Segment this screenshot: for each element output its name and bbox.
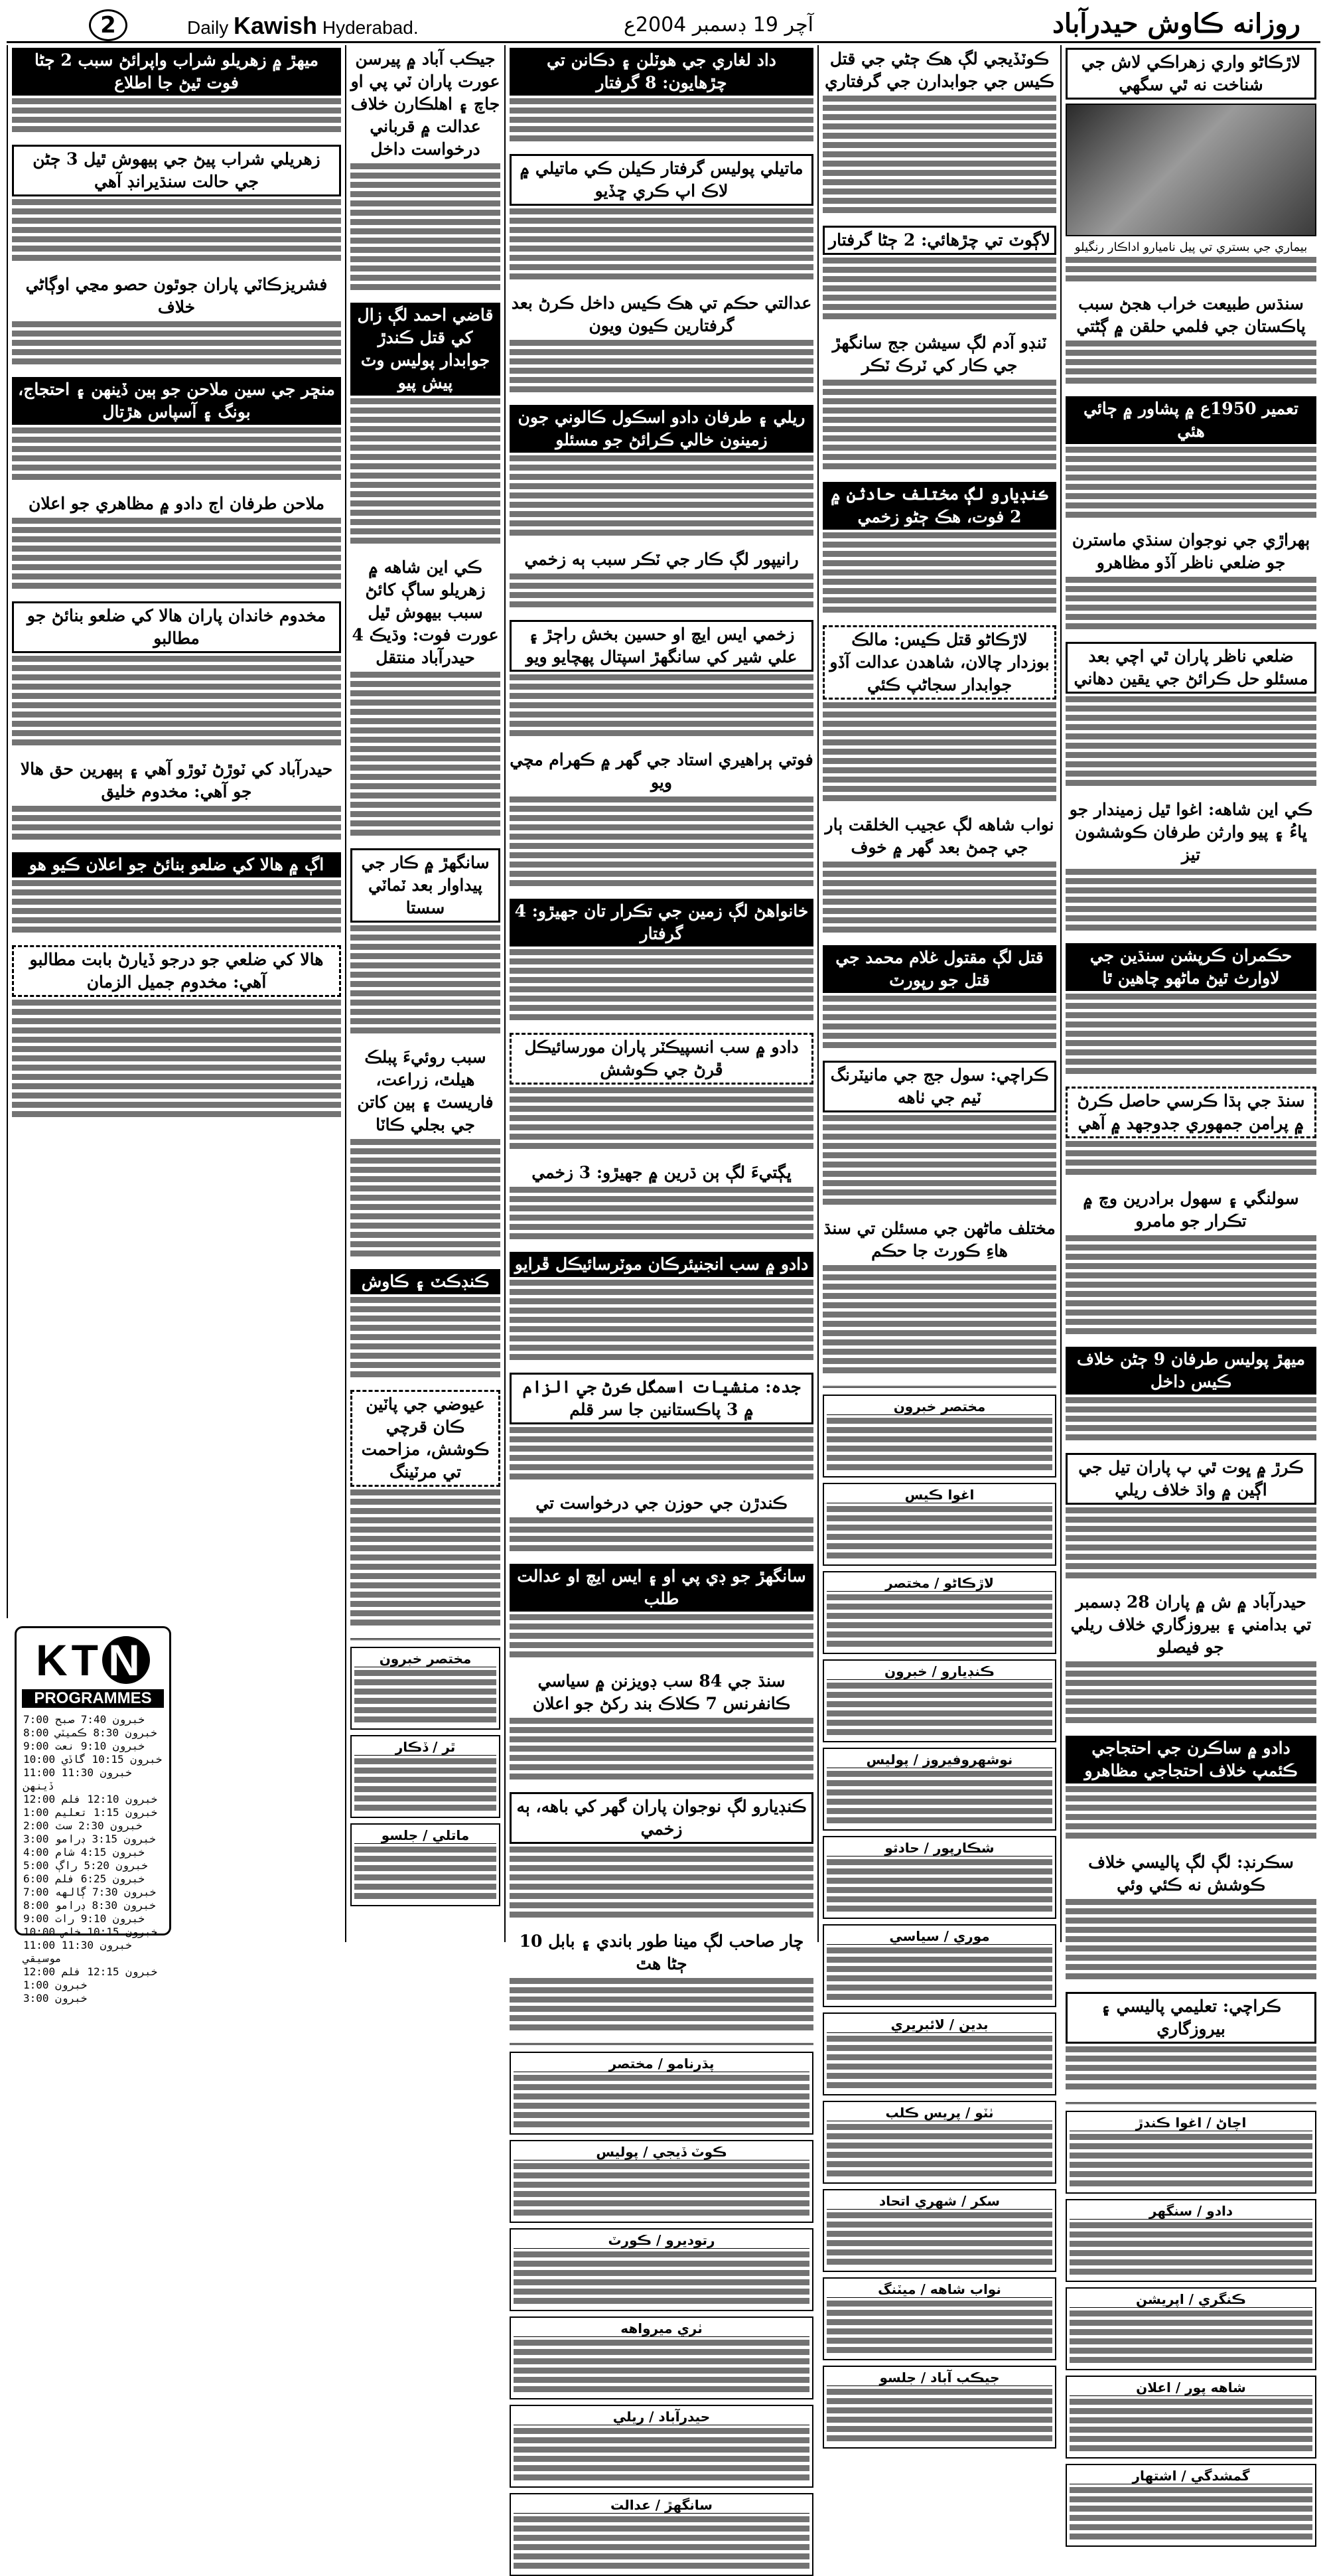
news-story [823, 1061, 1056, 1208]
news-story [350, 1046, 500, 1260]
article-body [510, 1087, 813, 1152]
issue-date: آچر 19 ڊسمبر 2004ع [624, 13, 813, 37]
news-story [12, 852, 341, 936]
brief-body [827, 2301, 1052, 2356]
headline: مختلف ماڻهن جي مسئلن تي سنڌ هاءِ ڪورٽ جا حڪم [823, 1219, 1056, 1260]
headline: ڪنڊڪٽ ۽ ڪاوش [350, 1269, 500, 1294]
article-body [1066, 257, 1316, 283]
brief-title: لاڙڪاڻو / مختصر [827, 1575, 1052, 1592]
news-story [823, 332, 1056, 473]
news-story [823, 814, 1056, 936]
brief-body [827, 2124, 1052, 2180]
news-story [823, 945, 1056, 1051]
ktn-logo-n: N [102, 1636, 150, 1684]
brief-body [827, 1594, 1052, 1650]
headline: چار صاحب لڳ مينا طور باندي ۽ بابل 10 ڄڻا هٿ [519, 1932, 804, 1973]
article-body [1066, 696, 1316, 789]
news-story [510, 1033, 813, 1152]
headline: هالا کي ضلعي جو درجو ڏيارڻ بابت مطالبو آهي: مخدوم جميل الزمان [12, 945, 341, 997]
programme-entry: 12:00 خبرون 12:15 فلم [23, 1965, 158, 1978]
headline: فوتي ٻراهيري استاد جي گهر ۾ ڪهرام مچي ويو [510, 750, 813, 792]
brief-body [514, 2163, 809, 2219]
brief-title: جيڪب آباد / جلسو [827, 2370, 1052, 2386]
section-divider [350, 1638, 500, 1640]
news-story [823, 625, 1056, 804]
brief-news-box [510, 2405, 813, 2488]
news-story [12, 601, 341, 749]
headline: جده: منشيات اسمگل ڪرڻ جي الزام ۾ 3 پاڪستانين جا سر قلم [510, 1373, 813, 1424]
headline: ڪي اين شاهه: اغوا ٿيل زميندار جو ڀاءُ ۽ پيو وارثن طرفان ڪوششون تيز [1069, 800, 1313, 864]
news-story [510, 749, 813, 889]
news-story [12, 273, 341, 368]
news-story [510, 548, 813, 611]
brief-body [827, 1683, 1052, 1738]
headline: تعمير 1950ع ۾ پشاور ۾ ڄائي هئي [1066, 396, 1316, 444]
headline: دادو ۾ سب انجنيئرڪان موٽرسائيڪل ڦرايو [510, 1252, 813, 1277]
news-story [510, 1252, 813, 1363]
article-body [823, 380, 1056, 473]
article-body [1066, 1235, 1316, 1337]
brief-title: ڪنگري / اپريشن [1070, 2291, 1312, 2308]
news-story [350, 1390, 500, 1629]
news-story [1066, 798, 1316, 934]
brief-body [354, 1670, 496, 1726]
newspaper-page [7, 7, 1320, 2513]
headline: مخدوم خاندان پاران هالا کي ضلعو بنائڻ جو مطالبو [12, 601, 341, 653]
column-4 [345, 45, 504, 1942]
article-body [510, 1978, 813, 2034]
news-story [823, 226, 1056, 323]
news-story [510, 899, 813, 1023]
headline: ميهڙ پوليس طرفان 9 ڄڻن خلاف ڪيس داخل [1066, 1347, 1316, 1395]
article-body [510, 98, 813, 145]
brief-title: ٺري ميرواهه [514, 2320, 809, 2337]
headline: ملاحن طرفان اڄ دادو ۾ مظاهري جو اعلان [29, 494, 324, 513]
article-body [1066, 1397, 1316, 1444]
headline: ڪرڙ ۾ ڀوت ٿي پ پاران تيل جي اڳين ۾ واڌ خلاف ريلي [1066, 1453, 1316, 1505]
brief-news-box [350, 1735, 500, 1818]
headline: ڪوٽڏيجي لڳ هڪ ڄڻي جي قتل ڪيس جي جوابدارن جي گرفتاري [825, 49, 1054, 91]
brief-news-box [823, 1483, 1056, 1566]
article-body [823, 96, 1056, 216]
news-story [510, 292, 813, 396]
article-body [1066, 1507, 1316, 1582]
brief-body [1070, 2311, 1312, 2366]
article-body [12, 427, 341, 483]
brief-body [514, 2340, 809, 2395]
brief-news-box [823, 2277, 1056, 2360]
brief-body [827, 2389, 1052, 2445]
headline: ريلي ۽ طرفان دادو اسڪول ڪالوني جون زمينون خالي ڪرائڻ جو مسئلو [510, 405, 813, 453]
article-body [350, 1139, 500, 1260]
article-body [510, 455, 813, 539]
brief-body [514, 2251, 809, 2307]
brief-news-box [510, 2228, 813, 2311]
brief-body [1070, 2222, 1312, 2278]
programme-entry: 10:00 خبرون 10:15 گاڏي [23, 1753, 163, 1766]
headline: ڪنڊيارو لڳ نوجوان پاران گهر کي باهه، ٻه زخمي [510, 1792, 813, 1844]
news-story [823, 1217, 1056, 1377]
news-story [1066, 396, 1316, 520]
headline: ڀڳتيءَ لڳ ٻن ڌرين ۾ جهيڙو: 3 زخمي [531, 1163, 792, 1182]
headline: سولنگي ۽ سهول برادرين وچ ۾ تڪرار جو مامرو [1083, 1189, 1299, 1231]
article-body [510, 1847, 813, 1921]
article-body [1066, 1141, 1316, 1178]
brief-title: دادو / سنگهر [1070, 2203, 1312, 2220]
page-number: 2 [89, 9, 127, 41]
brief-news-box [823, 1748, 1056, 1831]
article-body [350, 1297, 500, 1381]
news-story [510, 1792, 813, 1921]
programme-entry: 1:00 خبرون 1:15 تعليم [23, 1806, 158, 1819]
article-body [823, 1265, 1056, 1377]
brief-news-box [823, 1836, 1056, 1919]
article-body [510, 1280, 813, 1363]
news-story [1066, 529, 1316, 633]
news-story [510, 1162, 813, 1243]
programme-entry: 3:00 خبرون [23, 1992, 88, 2005]
masthead [7, 7, 1320, 43]
article-body [823, 258, 1056, 323]
brief-title: پڌرنامو / مختصر [514, 2056, 809, 2072]
headline: ضلعي ناظر پاران ٿي اچي بعد مسئلو حل ڪرائڻ جي يقين دهاني [1066, 642, 1316, 694]
article-body [510, 1614, 813, 1661]
news-story [510, 1492, 813, 1554]
headline: حيدرآباد کي ٽوڙڻ ٽوڙو آهي ۽ ٻيهرين حق هالا جو آهي: مخدوم خليق [20, 759, 333, 801]
news-story [823, 482, 1056, 616]
programme-entry: 11:00 خبرون 11:30 موسيقي [23, 1939, 132, 1965]
brief-news-box [510, 2140, 813, 2223]
brief-news-box [823, 2189, 1056, 2272]
news-story [510, 1930, 813, 2034]
column-5 [7, 45, 345, 1618]
programme-entry: 4:00 خبرون 4:15 شام [23, 1846, 145, 1858]
column-1 [1060, 45, 1320, 2484]
programme-entry: 9:00 خبرون 9:10 نعت [23, 1740, 145, 1752]
headline: سانگهڙ جو ڊي پي او ۽ ايس ايچ او عدالت طلب [510, 1564, 813, 1612]
news-story [510, 1670, 813, 1783]
headline: رانيپور لڳ ڪار جي ٽڪر سبب ٻه زخمي [524, 550, 799, 569]
brief-title: مختصر خبرون [354, 1651, 496, 1667]
news-story [510, 1373, 813, 1483]
programme-entry: 2:00 خبرون 2:30 سٽ [23, 1819, 143, 1832]
headline: عيوضي جي پاٽين ڪان قرچي ڪوشش، مزاحمت تي مرٽينگ [350, 1390, 500, 1487]
article-body [12, 806, 341, 843]
article-body [510, 949, 813, 1023]
article-body [1066, 869, 1316, 934]
headline: ڪندڙن جي حوزن جي درخواست تي [535, 1493, 788, 1513]
column-3 [504, 45, 817, 2513]
programme-entry: 7:00 خبرون 7:30 ڳالهه [23, 1886, 157, 1898]
brief-news-box [823, 1924, 1056, 2007]
brief-title: رتوديرو / ڪورٽ [514, 2232, 809, 2249]
brief-title: سکر / شهري اتحاد [827, 2193, 1052, 2210]
ktn-logo-t: T [71, 1635, 102, 1685]
brief-news-box [350, 1823, 500, 1906]
nameplate-prefix: Daily [187, 17, 229, 38]
article-body [510, 674, 813, 739]
section-divider [823, 1386, 1056, 1388]
article-body [1066, 1786, 1316, 1842]
brief-title: مختصر خبرون [827, 1399, 1052, 1415]
article-body [510, 340, 813, 396]
programme-entry: 6:00 خبرون 6:25 فلم [23, 1872, 145, 1885]
news-story [12, 145, 341, 264]
news-story [12, 945, 341, 1120]
headline: دادو ۾ سب انسپيڪٽر پاران مورسائيڪل ڦرڻ جي ڪوشش [510, 1033, 813, 1085]
article-body [350, 163, 500, 293]
brief-title: سانگهڙ / عدالت [514, 2497, 809, 2514]
brief-news-box [1066, 2376, 1316, 2459]
article-body [1066, 994, 1316, 1077]
brief-title: ٺٽو / پريس ڪلب [827, 2105, 1052, 2121]
brief-title: اچاڻ / اغوا ڪندڙ [1070, 2115, 1312, 2131]
headline: خانواهڻ لڳ زمين جي تڪرار تان جهيڙو: 4 گرفتار [510, 899, 813, 947]
article-body [350, 925, 500, 1037]
brief-body [827, 1771, 1052, 1827]
brief-title: ٿر / ڏڪار [354, 1739, 496, 1756]
article-body [510, 1427, 813, 1483]
headline: سانگهڙ ۾ ڪار جي پيداوار بعد ٽماٽي سستا [350, 848, 500, 923]
brief-news-box [510, 2493, 813, 2576]
brief-title: شڪارپور / حادثو [827, 1840, 1052, 1856]
brief-body [354, 1758, 496, 1814]
headline: ٻهراڙي جي نوجوان سنڌي ماسترن جو ضلعي ناظر آڏو مظاهرو [1072, 530, 1310, 572]
headline: منڇر جي سين ملاحن جو ٻين ڏينهن ۽ احتجاج، بونگ ۽ آسپاس هڙتال [12, 377, 341, 425]
headline: سنڌ جي ٻڌا ڪرسي حاصل ڪرڻ ۾ پرامن جمهوري جدوجهد ۾ آهي [1066, 1087, 1316, 1138]
headline: ڪراچي: سول جج جي مانيٽرنگ ٽيم جي ٺاهه [823, 1061, 1056, 1112]
brief-title: ڪوٽ ڏيجي / پوليس [514, 2144, 809, 2160]
ktn-programmes-box [15, 1626, 171, 2005]
article-body [823, 996, 1056, 1051]
headline: داد لغاري جي هوٽلن ۽ دڪانن تي چڙهايون: 8 گرفتار [510, 48, 813, 96]
headline: دادو ۾ ساڪرن جي احتجاجي ڪئمپ خلاف احتجاجي مظاهرو [1066, 1736, 1316, 1783]
headline: لاڙڪاڻو قتل ڪيس: مالڪ بوزدار چالان، شاهدن عدالت آڏو جوابدار سجاڻپ ڪئي [823, 625, 1056, 700]
article-body [12, 98, 341, 135]
nameplate-city: Hyderabad. [322, 17, 419, 38]
news-story [1066, 1347, 1316, 1444]
news-story [1066, 1453, 1316, 1582]
headline: اڳ ۾ هالا کي ضلعو بنائڻ جو اعلان ڪيو هو [12, 852, 341, 877]
brief-body [514, 2428, 809, 2484]
article-body [12, 199, 341, 264]
brief-body [1070, 2134, 1312, 2190]
news-story [510, 620, 813, 739]
brief-news-box [823, 2101, 1056, 2184]
headline: حڪمران ڪرپشن سنڌين جي لاوارث ٿيڻ ماڻهو چاهين ٿا [1066, 943, 1316, 991]
article-body [823, 1115, 1056, 1208]
headline: زهريلي شراب پيڻ جي ٻيهوش ٿيل 3 ڄڻن جي حالت سنڌيرانڊ آهي [12, 145, 341, 196]
news-story [510, 1564, 813, 1661]
brief-body [827, 1506, 1052, 1562]
brief-body [827, 1859, 1052, 1915]
brief-title: نواب شاهه / ميٽنگ [827, 2281, 1052, 2298]
ktn-logo [17, 1635, 169, 1685]
brief-news-box [510, 2316, 813, 2399]
headline: لاڳوٽ تي چڙهائي: 2 ڄڻا گرفتار [823, 226, 1056, 255]
brief-title: موري / سياسي [827, 1928, 1052, 1945]
brief-news-box [1066, 2111, 1316, 2194]
news-story [350, 48, 500, 293]
headline: لاڙڪاڻو واري زهراڪي لاش جي شناخت نه ٿي سگهي [1066, 48, 1316, 100]
brief-body [827, 1947, 1052, 2003]
news-story [350, 303, 500, 547]
article-body [510, 1187, 813, 1243]
article-body [12, 880, 341, 936]
urdu-nameplate: روزانه ڪاوش حيدرآباد [1052, 8, 1300, 39]
headline: نواب شاهه لڳ عجيب الخلقت ٻار جي ڄمڻ بعد گهر ۾ خوف [825, 815, 1054, 857]
article-body [510, 796, 813, 889]
brief-body [514, 2516, 809, 2572]
news-story [12, 492, 341, 592]
section-divider [1066, 2102, 1316, 2104]
news-story [350, 848, 500, 1037]
article-body [1066, 577, 1316, 633]
brief-news-box [1066, 2199, 1316, 2282]
brief-news-box [1066, 2287, 1316, 2370]
brief-news-box [823, 1571, 1056, 1654]
news-photo [1066, 104, 1316, 236]
headline: سڪرنڊ: لڳ لڳ پاليسي خلاف ڪوشش نه ڪئي وئي [1088, 1853, 1294, 1894]
headline: ڪنڊيارو لڳ مختلف حادثن ۾ 2 فوت، هڪ ڄڻو زخمي [823, 482, 1056, 530]
news-story [823, 48, 1056, 216]
programme-entry: 3:00 خبرون 3:15 ڊرامو [23, 1833, 156, 1845]
article-body [510, 1517, 813, 1554]
article-body [823, 532, 1056, 616]
brief-news-box [350, 1647, 500, 1730]
news-story [1066, 1992, 1316, 2093]
article-body [1066, 341, 1316, 387]
news-story [1066, 1851, 1316, 1983]
article-body [510, 1718, 813, 1783]
headline: ماتيلي پوليس گرفتار ڪيلن ڪي ماتيلي ۾ لاڪ اپ ڪري ڇڏيو [510, 154, 813, 206]
headline: زخمي ايس ايچ او حسين بخش راڄڙ ۽ علي شير کي سانگهڙ اسپتال پهچايو ويو [510, 620, 813, 672]
ktn-schedule [17, 1712, 169, 2007]
english-nameplate [187, 12, 419, 40]
brief-title: بدين / لائبريري [827, 2016, 1052, 2033]
brief-news-box [510, 2052, 813, 2135]
headline: عدالتي حڪم تي هڪ ڪيس داخل ڪرڻ بعد گرفتارين ڪيون ويون [511, 293, 812, 335]
news-story [1066, 1591, 1316, 1726]
programme-entry: 1:00 خبرون [23, 1979, 88, 1991]
brief-body [514, 2075, 809, 2131]
programme-entry: 10:00 خبرون 10:15 خاص [23, 1926, 158, 1938]
headline: سبب روئيءَ پبلڪ هيلٿ، زراعت، فاريسٽ ۽ ٻين کاتن جي بجلي ڪاٽا [357, 1047, 494, 1134]
ktn-programmes-label: PROGRAMMES [22, 1689, 164, 1708]
programme-entry: 8:00 خبرون 8:30 ڪميٽي [23, 1726, 157, 1739]
article-body [1066, 2046, 1316, 2093]
headline: ٽنڊو آدم لڳ سيشن جج سانگهڙ جي ڪار کي ٽرڪ ٽڪر [832, 333, 1047, 375]
headline: ڪراچي: تعليمي پاليسي ۽ بيروزگاري [1066, 1992, 1316, 2044]
article-body [350, 1489, 500, 1629]
news-story [1066, 293, 1316, 387]
programme-entry: 7:00 خبرون 7:40 صبح [23, 1713, 145, 1726]
programme-entry: 11:00 خبرون 11:30 ڏينهن [23, 1766, 132, 1792]
brief-title: ڪنڊيارو / خبرون [827, 1663, 1052, 1680]
brief-body [354, 1847, 496, 1902]
news-story [1066, 1087, 1316, 1178]
news-story [1066, 48, 1316, 283]
article-body [1066, 1899, 1316, 1983]
brief-news-box [823, 1395, 1056, 1477]
news-story [510, 405, 813, 539]
brief-title: شاهه پور / اعلان [1070, 2380, 1312, 2396]
brief-title: گمشدگي / اشتهار [1070, 2468, 1312, 2484]
news-story [12, 48, 341, 135]
article-body [12, 518, 341, 592]
news-story [350, 1269, 500, 1381]
section-divider [510, 2043, 813, 2045]
brief-news-box [1066, 2464, 1316, 2547]
article-body [510, 208, 813, 283]
headline: جيڪب آباد ۾ پيرسن عورت پاران ٽي پي او جاچ ۽ اهلڪارن خلاف عدالت ۾ قرباني درخواست داخل [350, 49, 500, 159]
news-story [1066, 943, 1316, 1077]
column-2 [817, 45, 1060, 2386]
news-story [350, 556, 500, 839]
brief-news-box [823, 1659, 1056, 1742]
brief-body [827, 2212, 1052, 2268]
article-body [12, 656, 341, 749]
article-body [1066, 1661, 1316, 1726]
headline: قاضي احمد لڳ زال کي قتل ڪندڙ جوابدار پوليس وٽ پيش پيو [350, 303, 500, 396]
programme-entry: 9:00 خبرون 9:10 رات [23, 1912, 145, 1925]
headline: سنڌس طبيعت خراب هجڻ سبب پاڪستان جي فلمي حلقن ۾ ڳڻتي [1076, 294, 1306, 336]
news-story [12, 377, 341, 483]
article-body [12, 1000, 341, 1120]
brief-title: حيدرآباد / ريلي [514, 2409, 809, 2425]
article-body [350, 398, 500, 547]
article-body [350, 672, 500, 839]
article-body [823, 702, 1056, 804]
brief-news-box [823, 2366, 1056, 2449]
headline: ميهڙ ۾ زهريلو شراب واپرائڻ سبب 2 ڄڻا فوت ٿيڻ جا اطلاع [12, 48, 341, 96]
news-story [510, 48, 813, 145]
news-story [1066, 642, 1316, 789]
headline: قتل لڳ مقتول غلام محمد جي قتل جو رپورٽ [823, 945, 1056, 993]
article-body [510, 573, 813, 611]
news-story [12, 758, 341, 843]
brief-body [827, 1418, 1052, 1474]
nameplate-name: Kawish [234, 12, 318, 39]
headline: ڪي اين شاهه ۾ زهريلو ساڳ کائڻ سبب بيهوش ٿيل عورت فوت: وڌيڪ 4 حيدرآباد منتقل [352, 558, 499, 667]
programme-entry: 5:00 خبرون 5:20 راڳ [23, 1859, 148, 1872]
article-body [1066, 447, 1316, 520]
brief-title: ماتلي / جلسو [354, 1827, 496, 1844]
ktn-logo-k: K [36, 1635, 72, 1685]
news-story [1066, 1187, 1316, 1337]
programme-entry: 8:00 خبرون 8:30 ڊرامو [23, 1899, 156, 1912]
brief-news-box [823, 2012, 1056, 2095]
brief-title: اغوا ڪيس [827, 1487, 1052, 1503]
news-story [510, 154, 813, 283]
brief-title: نوشهروفيروز / پوليس [827, 1752, 1052, 1768]
programme-entry: 12:00 خبرون 12:10 فلم [23, 1793, 158, 1805]
headline: حيدرآباد ۾ ش ۾ پاران 28 ڊسمبر تي بدامني ۽ بيروزگاري خلاف ريلي جو فيصلو [1070, 1592, 1312, 1657]
photo-caption: بيماري جي بستري تي پيل ناميارو اداڪار رنگيلو [1074, 240, 1308, 254]
brief-body [1070, 2399, 1312, 2455]
headline: سنڌ جي 84 سب ڊويزنن ۾ سياسي ڪانفرنس 7 ڪلاڪ بند رکڻ جو اعلان [532, 1671, 791, 1713]
headline: فشريزڪاٽي پاران جوٿون حصو مڃي اوڳاڻي خلاف [25, 275, 328, 317]
news-story [1066, 1736, 1316, 1842]
article-body [823, 862, 1056, 936]
article-body [12, 321, 341, 368]
brief-body [827, 2036, 1052, 2091]
brief-body [1070, 2487, 1312, 2543]
